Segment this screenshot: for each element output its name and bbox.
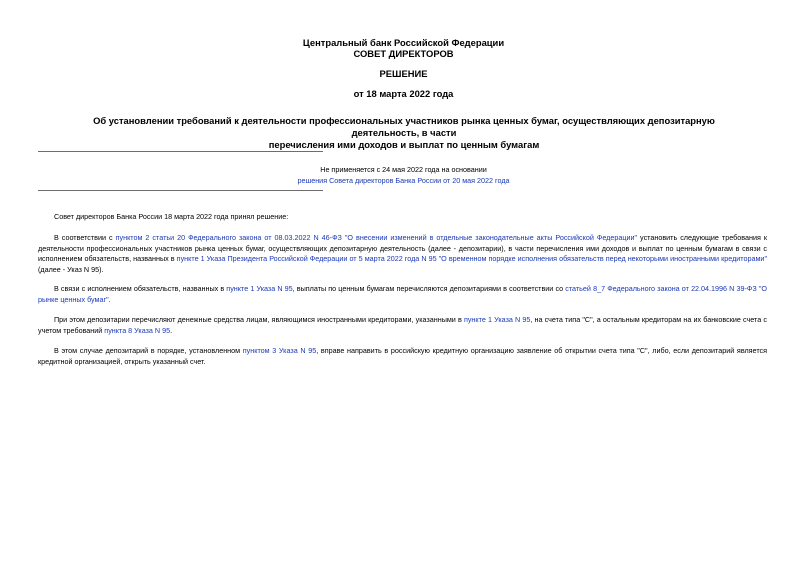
paragraph-text: (далее - Указ N 95). — [38, 264, 104, 274]
paragraph-text: . — [170, 325, 173, 335]
status-note-text: Не применяется с 24 мая 2022 года на основании — [320, 165, 487, 174]
document-title — [60, 115, 748, 151]
decree-95-item-8-link[interactable]: пункта 8 Указа N 95 — [104, 325, 171, 335]
divider-bottom — [38, 190, 323, 191]
decree-95-item-3-link[interactable]: пунктом 3 Указа N 95 — [242, 346, 317, 355]
decree-95-link[interactable]: пункте 1 Указа Президента Российской Федерации от 5 марта 2022 года N 95 "О временном порядке исполнения обязательств перед некоторыми иностранными кредиторами" — [176, 254, 767, 263]
decree-95-item-1-link[interactable]: пункте 1 Указа N 95 — [463, 315, 531, 324]
law-46-fz-link[interactable]: пунктом 2 статьи 20 Федерального закона от 08.03.2022 N 46-ФЗ "О внесении изменений в отдельные законодательные акты Российской Федерации" — [115, 233, 638, 242]
paragraph-intro-text: Совет директоров Банка России 18 марта 2022 года принял решение: — [54, 212, 289, 221]
paragraph-text: В связи с исполнением обязательств, названных в — [54, 284, 227, 293]
board-name: СОВЕТ ДИРЕКТОРОВ — [353, 48, 454, 59]
paragraph-account — [38, 346, 767, 367]
decree-95-item-1-link[interactable]: пункте 1 Указа N 95 — [226, 284, 293, 293]
paragraph-text: . — [108, 294, 111, 304]
paragraph-text: , выплаты по ценным бумагам перечисляются депозитариями в соответствии со — [292, 284, 566, 293]
paragraph-text: установить следующие требования к деятельности профессиональных участников рынка ценных бумаг, осуществляющих депозитарную деятельность (далее - депозитарии), в части перечисления ими доходов и выплат по ценным бумагам в связи с исполнением обязательств, названных в — [38, 233, 767, 263]
issuer-name: Центральный банк Российской Федерации — [302, 37, 505, 48]
status-note-link[interactable]: решения Совета директоров Банка России от 20 мая 2022 года — [297, 176, 510, 185]
law-39-fz-link[interactable]: статьей 8_7 Федерального закона от 22.04.1996 N 39-ФЗ "О рынке ценных бумаг" — [38, 284, 767, 304]
document-date: от 18 марта 2022 года — [353, 88, 454, 99]
paragraph-text: , на счета типа "С", а остальным кредиторам на их банковские счета с учетом требований — [38, 315, 767, 335]
document-title-line-2: перечисления ими доходов и выплат по ценным бумагам — [268, 139, 540, 150]
document-title-line-1: Об установлении требований к деятельности профессиональных участников рынка ценных бумаг, осуществляющих депозитарную деятельность, в части — [93, 115, 715, 138]
status-note — [190, 164, 617, 186]
paragraph-text: В этом случае депозитарий в порядке, установленном — [54, 346, 243, 355]
document-type: РЕШЕНИЕ — [379, 68, 428, 79]
paragraph-text: В соответствии с — [54, 233, 116, 242]
paragraph-text: , вправе направить в российскую кредитную организацию заявление об открытии счета типа "С", либо, если депозитарий является кредитной организацией, открыть указанный счет. — [38, 346, 768, 366]
paragraph-requirements — [38, 233, 767, 275]
divider-top — [38, 151, 323, 152]
paragraph-intro — [38, 212, 767, 223]
paragraph-text: При этом депозитарии перечисляют денежные средства лицам, являющимся иностранными кредиторами, указанными в — [54, 315, 464, 324]
paragraph-transfers — [38, 315, 767, 336]
paragraph-payments — [38, 284, 767, 305]
